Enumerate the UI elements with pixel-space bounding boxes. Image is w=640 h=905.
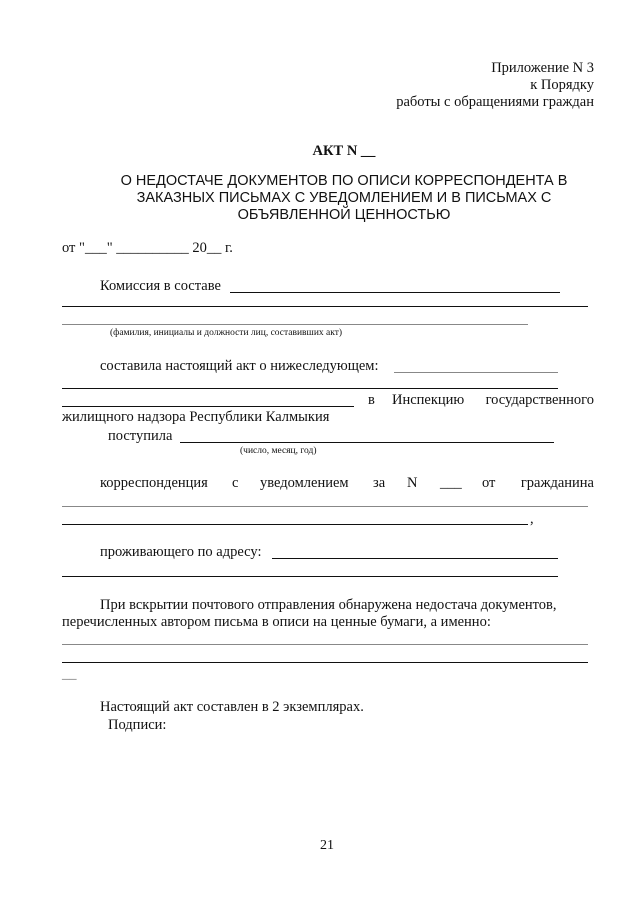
- commission-fill-line-3: [62, 324, 528, 325]
- drafted-label: составила настоящий акт о нижеследующем:: [100, 358, 379, 374]
- address-fill-line: [272, 558, 558, 559]
- inspection-word-v: в: [368, 392, 375, 408]
- corr-word-3: уведомлением: [260, 475, 349, 491]
- drafted-fill-line-2: [62, 388, 558, 389]
- corr-word-4: за: [373, 475, 386, 491]
- appendix-number: Приложение N 3: [491, 60, 594, 76]
- received-label: поступила: [108, 428, 173, 444]
- commission-fill-line-2: [62, 306, 588, 307]
- appendix-ref: к Порядку: [530, 77, 594, 93]
- address-label: проживающего по адресу:: [100, 544, 262, 560]
- corr-fill-line-2: [62, 524, 528, 525]
- corr-word-7: от: [482, 475, 496, 491]
- received-hint: (число, месяц, год): [240, 446, 317, 456]
- corr-word-6: ___: [440, 475, 462, 491]
- commission-fill-line: [230, 292, 560, 293]
- act-subtitle-line2: ЗАКАЗНЫХ ПИСЬМАХ С УВЕДОМЛЕНИЕМ И В ПИСЬМАХ С: [136, 190, 552, 206]
- page-number: 21: [320, 838, 334, 853]
- act-title: АКТ N __: [312, 143, 376, 159]
- address-fill-line-2: [62, 576, 558, 577]
- corr-word-8: гражданина: [520, 475, 594, 491]
- received-fill-line: [180, 442, 554, 443]
- inspection-word-inspection: Инспекцию: [392, 392, 465, 408]
- drafted-fill-line: [394, 372, 558, 373]
- act-subtitle-line3: ОБЪЯВЛЕННОЙ ЦЕННОСТЬЮ: [237, 207, 451, 223]
- corr-word-5: N: [407, 475, 418, 491]
- appendix-title: работы с обращениями граждан: [396, 94, 594, 110]
- commission-hint: (фамилия, инициалы и должности лиц, составивших акт): [110, 328, 343, 338]
- opening-fill-line: [62, 644, 588, 645]
- signatures-label: Подписи:: [108, 717, 167, 733]
- inspection-word-state: государственного: [485, 392, 594, 408]
- copies-note: Настоящий акт составлен в 2 экземплярах.: [100, 699, 364, 715]
- inspection-fill-line: [62, 406, 354, 407]
- commission-label: Комиссия в составе: [100, 278, 221, 294]
- act-date: от "___" __________ 20__ г.: [62, 240, 233, 256]
- opening-fill-line-2: [62, 662, 588, 663]
- act-subtitle-line1: О НЕДОСТАЧЕ ДОКУМЕНТОВ ПО ОПИСИ КОРРЕСПОНДЕНТА В: [120, 173, 568, 189]
- corr-word-1: корреспонденция: [100, 475, 208, 491]
- corr-fill-line: [62, 506, 588, 507]
- corr-word-2: с: [232, 475, 239, 491]
- inspection-line2: жилищного надзора Республики Калмыкия: [62, 409, 330, 425]
- corr-comma: ,: [530, 511, 534, 527]
- opening-line1: При вскрытии почтового отправления обнаружена недостача документов,: [100, 597, 557, 613]
- opening-dash: __: [62, 666, 77, 682]
- opening-line2: перечисленных автором письма в описи на ценные бумаги, а именно:: [62, 614, 491, 630]
